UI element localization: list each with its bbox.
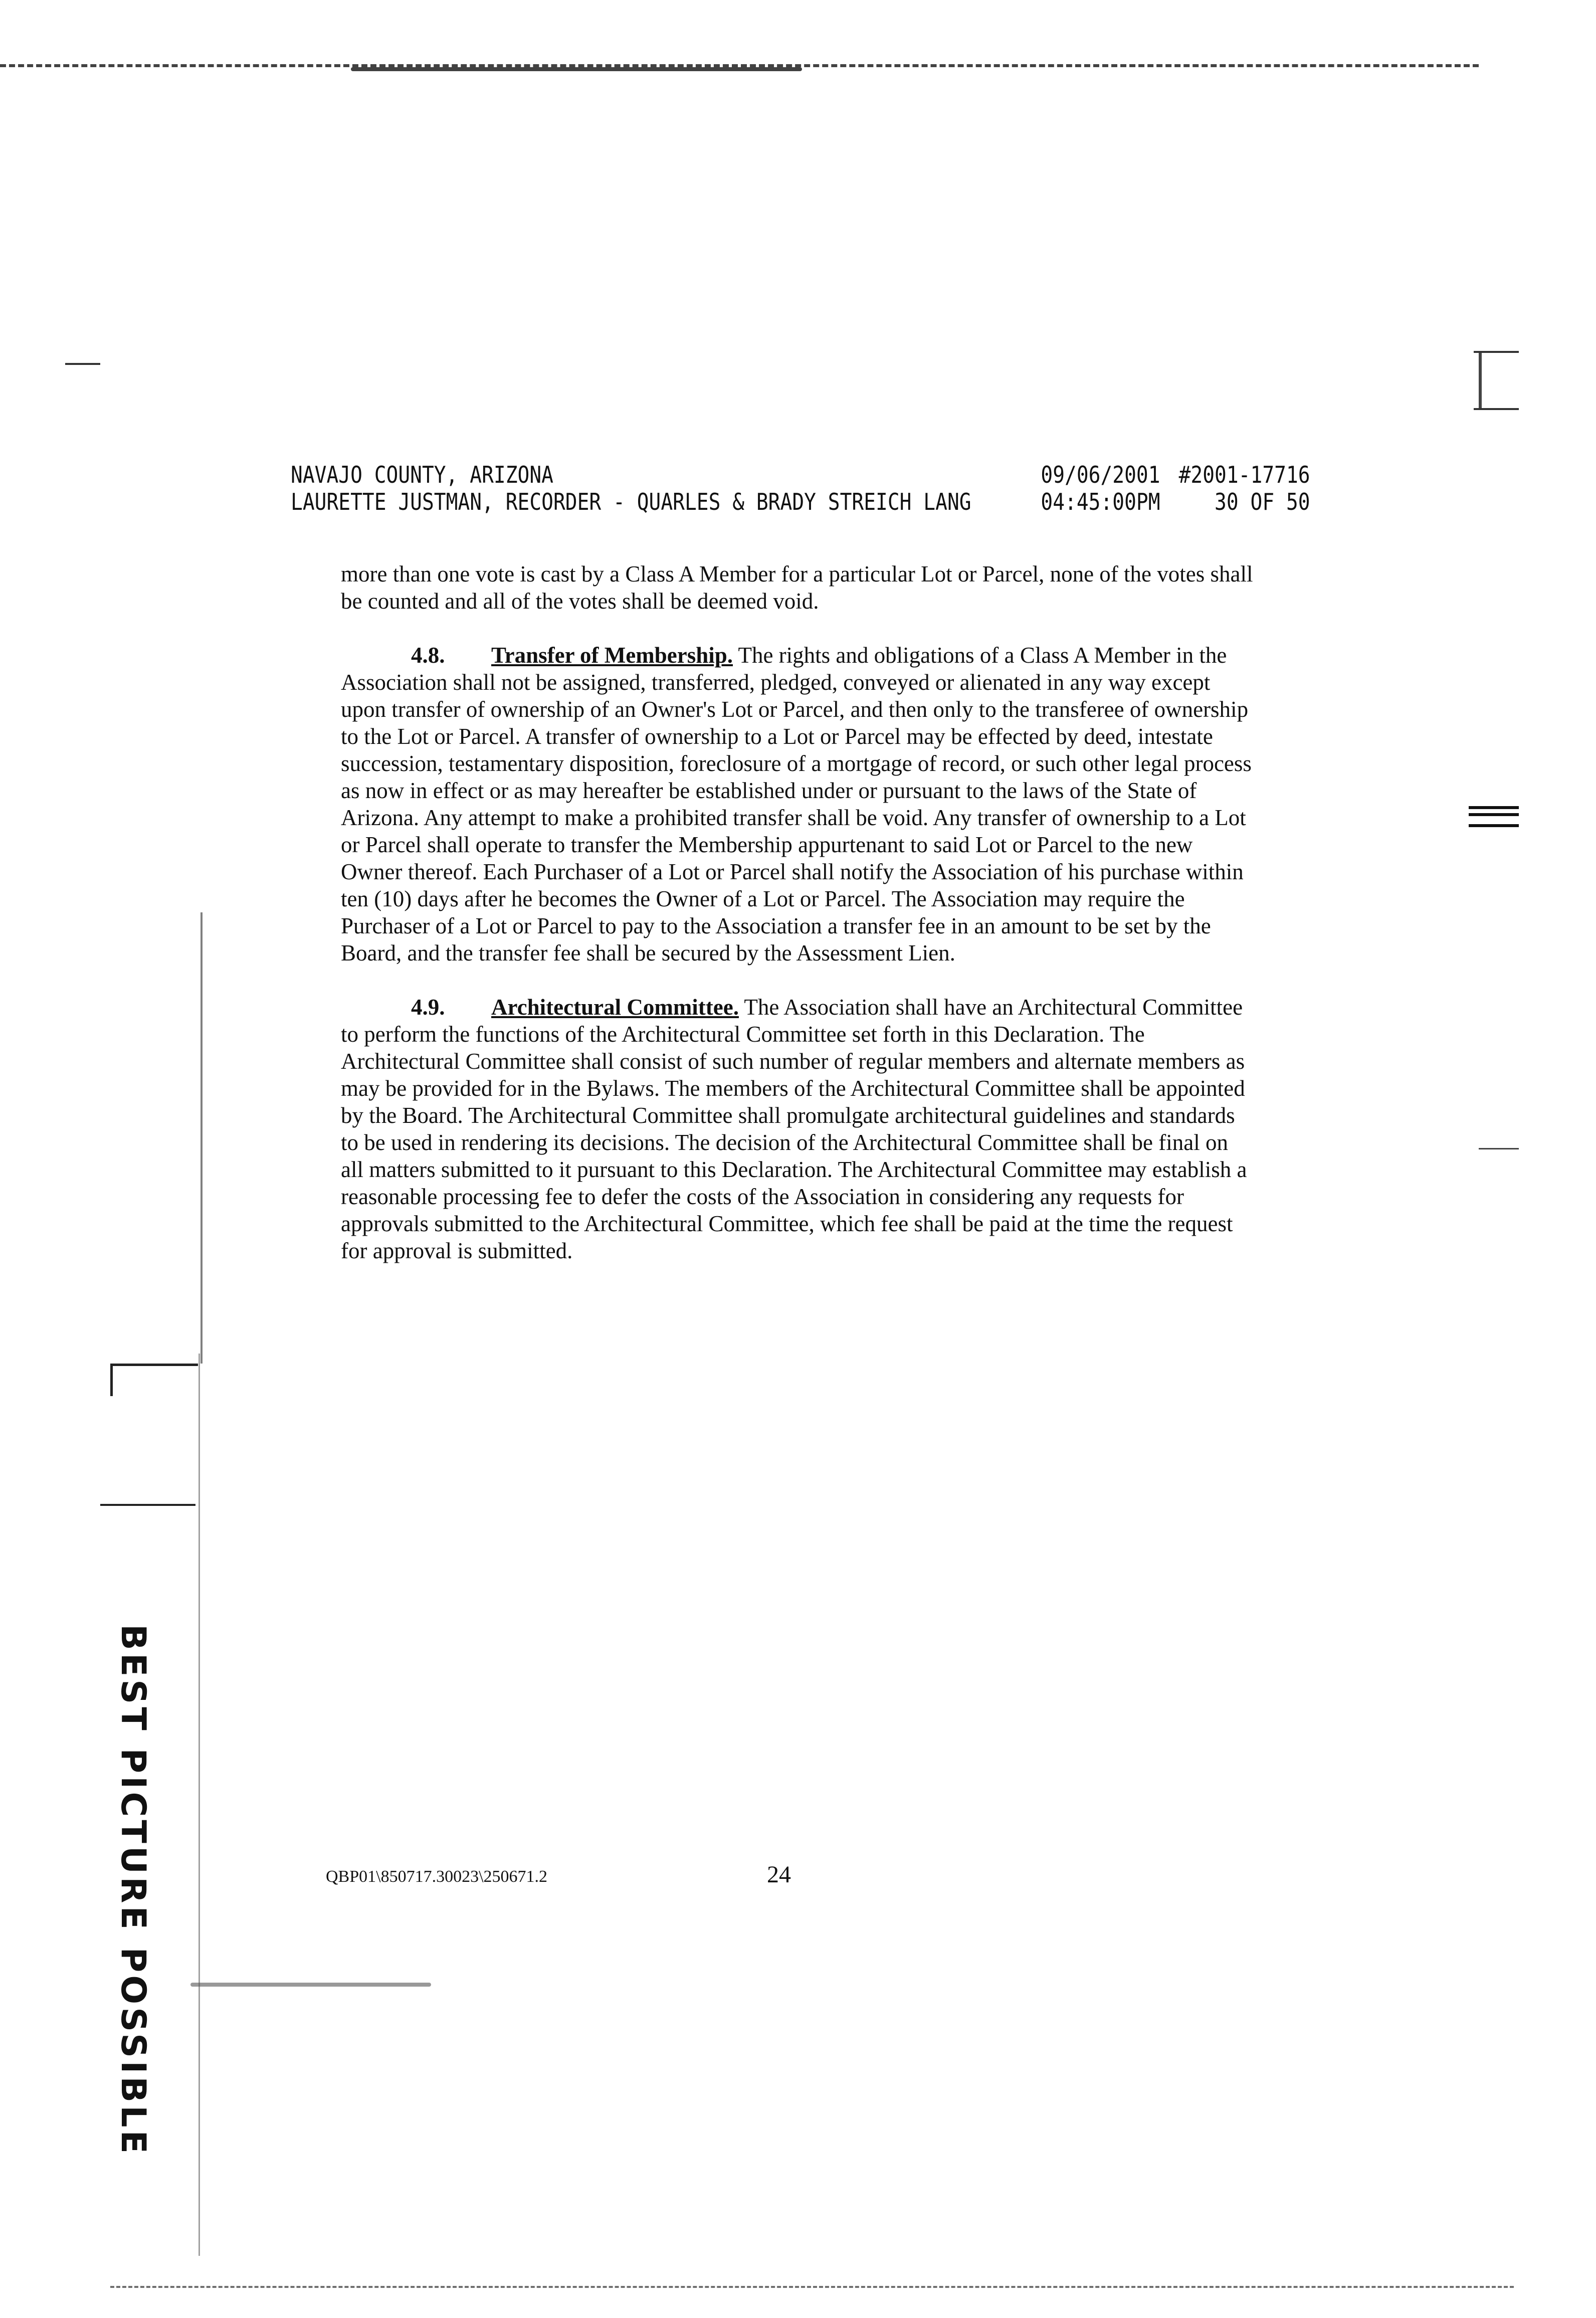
scan-artifact-right-bar xyxy=(1469,806,1519,827)
scan-artifact-bottom-smear xyxy=(190,1983,431,1987)
scan-artifact-right-dash xyxy=(1479,1148,1519,1149)
section-number: 4.9. xyxy=(411,995,445,1020)
footer-document-id: QBP01\850717.30023\250671.2 xyxy=(326,1867,548,1886)
recorder-record-number: #2001-17716 xyxy=(1178,461,1310,488)
scan-artifact-right-marks xyxy=(1474,351,1519,410)
section-text: The Association shall have an Architectural Committee to perform the functions of the Architectural Committee set forth in this Declaration. The Architectural Committee shall consist of such number of regular members and alternate members as may be provided for in the Bylaws. The members of the Architectural Committee shall be appointed by the Board. The Architectural Committee shall promulgate architectural guidelines and standards to be used in rendering its decisions. The decision of the Architectural Committee shall be final on all matters submitted to it pursuant to this Declaration. The Architectural Committee may establish a reasonable processing fee to defer the costs of the Association in considering any requests for approvals submitted to the Architectural Committee, which fee shall be paid at the time the request for approval is submitted. xyxy=(341,995,1247,1263)
scan-artifact-top-smear xyxy=(351,67,802,71)
recorder-date: 09/06/2001 xyxy=(1041,461,1160,488)
section-number: 4.8. xyxy=(411,643,445,668)
scan-artifact-hook xyxy=(110,1364,198,1396)
section-heading: Transfer of Membership. xyxy=(491,643,733,668)
recorder-page-of: 30 OF 50 xyxy=(1215,488,1310,515)
recorder-time: 04:45:00PM xyxy=(1041,488,1160,515)
document-body xyxy=(341,560,1253,1291)
scan-artifact-bottom-line xyxy=(110,2286,1514,2288)
recorder-info xyxy=(291,461,971,515)
section-4-9 xyxy=(341,994,1253,1264)
scan-artifact-left-dash xyxy=(65,363,100,365)
section-heading: Architectural Committee. xyxy=(491,995,739,1020)
scan-artifact-hook-lower xyxy=(100,1504,195,1541)
carryover-paragraph: more than one vote is cast by a Class A Member for a particular Lot or Parcel, none of the votes shall be counted and all of the votes shall be deemed void. xyxy=(341,561,1253,614)
stamp-text: BEST PICTURE POSSIBLE xyxy=(113,1624,153,2157)
recorder-name-line: LAURETTE JUSTMAN, RECORDER - QUARLES & BRADY STREICH LANG xyxy=(291,488,971,515)
best-picture-stamp xyxy=(113,1624,185,2206)
page-number: 24 xyxy=(767,1861,791,1888)
scan-artifact-left-rule xyxy=(201,912,203,1364)
scan-artifact-left-rule-lower xyxy=(198,1354,200,2256)
recorder-record-info xyxy=(1179,461,1310,515)
section-text: The rights and obligations of a Class A Member in the Association shall not be assigned, transferred, pledged, conveyed or alienated in any way except upon transfer of ownership of an Owner's Lot or Parcel, and then only to the transferee of ownership to the Lot or Parcel. A transfer of ownership to a Lot or Parcel may be effected by deed, intestate succession, testamentary disposition, foreclosure of a mortgage of record, or such other legal process as now in effect or as may hereafter be established under or pursuant to the laws of the State of Arizona. Any attempt to make a prohibited transfer shall be void. Any transfer of ownership to a Lot or Parcel shall operate to transfer the Membership appurtenant to said Lot or Parcel to the new Owner thereof. Each Purchaser of a Lot or Parcel shall notify the Association of his purchase within ten (10) days after he becomes the Owner of a Lot or Parcel. The Association may require the Purchaser of a Lot or Parcel to pay to the Association a transfer fee in an amount to be set by the Board, and the transfer fee shall be secured by the Assessment Lien. xyxy=(341,643,1252,965)
recorder-county: NAVAJO COUNTY, ARIZONA xyxy=(291,461,553,488)
recorder-datetime xyxy=(1041,461,1160,515)
section-4-8 xyxy=(341,642,1253,967)
